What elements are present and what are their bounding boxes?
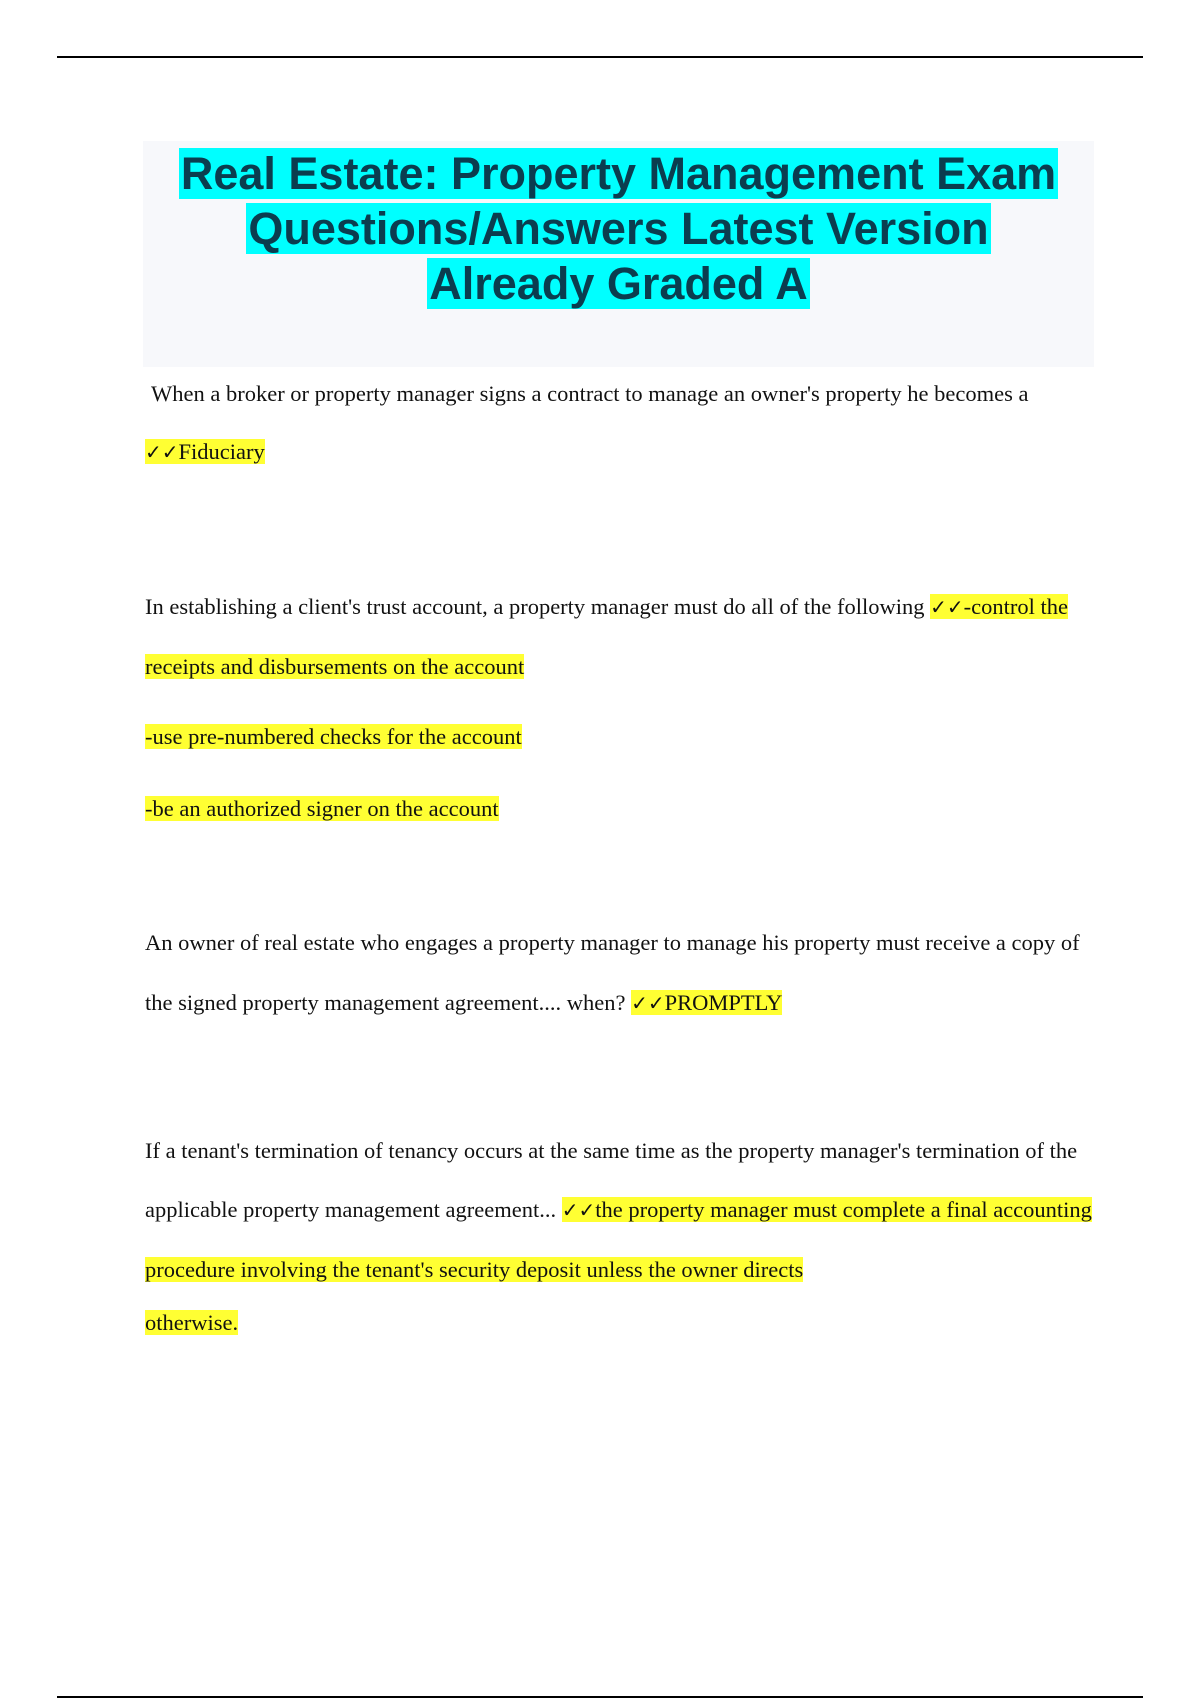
answer-2-line-3: -be an authorized signer on the account [145, 796, 499, 821]
qa-item-2 [145, 577, 1095, 839]
check-icon: ✓✓ [930, 595, 964, 619]
question-1: When a broker or property manager signs a contract to manage an owner's property he becomes a [151, 381, 1029, 406]
qa-item-3 [145, 913, 1095, 1033]
answer-2-line-2: -use pre-numbered checks for the account [145, 724, 522, 749]
answer-1 [145, 439, 265, 464]
qa-item-1 [145, 365, 1095, 481]
title-line-3: Already Graded A [429, 258, 808, 309]
question-2: In establishing a client's trust account, a property manager must do all of the following [145, 594, 925, 619]
question-3: An owner of real estate who engages a property manager to manage his property must receive a copy of the signed property management agreement.... when? [145, 930, 1080, 1015]
answer-1-text: Fiduciary [178, 439, 265, 464]
answer-4-line-2: otherwise. [145, 1310, 239, 1335]
answer-4-text-1: the property manager must complete a final accounting procedure involving the tenant's security deposit unless the owner directs [145, 1197, 1092, 1282]
title-line-1: Real Estate: Property Management Exam [180, 148, 1057, 199]
check-icon: ✓✓ [631, 991, 665, 1015]
title-line-2: Questions/Answers Latest Version [248, 203, 989, 254]
answer-3-text: PROMPTLY [664, 990, 783, 1015]
bottom-rule [57, 1696, 1143, 1698]
check-icon: ✓✓ [145, 440, 179, 464]
top-rule [57, 56, 1143, 58]
question-4: If a tenant's termination of tenancy occurs at the same time as the property manager's termination of the applicable property management agreement... [145, 1138, 1078, 1222]
qa-item-4 [145, 1121, 1095, 1352]
document-title [143, 146, 1094, 311]
check-icon: ✓✓ [561, 1198, 596, 1222]
answer-3 [631, 990, 782, 1015]
answer-2-text-1: -control the receipts and disbursements on the account [145, 594, 1068, 679]
